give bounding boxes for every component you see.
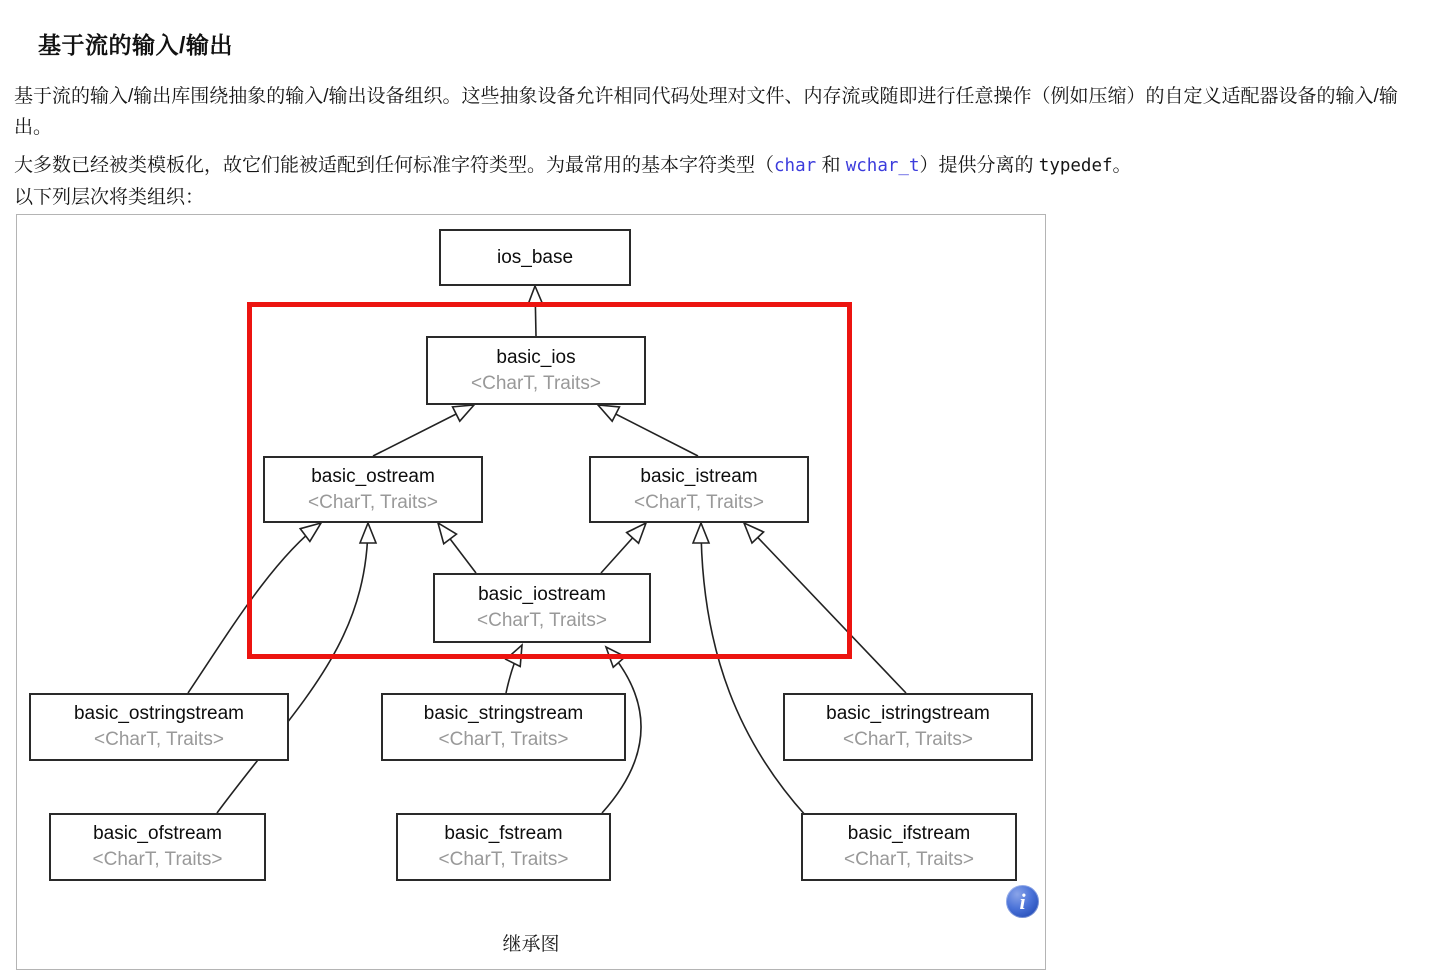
edge-basic-stringstream-to-basic-iostream (506, 645, 522, 693)
edge-basic-ifstream-to-basic-istream (701, 523, 806, 816)
class-name-label: basic_istringstream (826, 703, 990, 724)
template-params-label: <CharT, Traits> (438, 729, 569, 750)
info-icon[interactable] (1006, 885, 1039, 918)
edge-basic-ofstream-to-basic-ostream (217, 523, 368, 813)
template-params-label: <CharT, Traits> (843, 729, 973, 750)
class-box-basic-ostream[interactable] (263, 456, 483, 523)
typedef-paragraph (14, 150, 1428, 213)
diagram-caption: 继承图 (502, 934, 560, 955)
template-params-label: <CharT, Traits> (634, 491, 764, 513)
class-box-basic-fstream[interactable] (396, 813, 611, 881)
class-name-label: basic_fstream (444, 823, 563, 844)
class-name-label: basic_ios (496, 346, 576, 368)
class-box-basic-stringstream[interactable] (381, 693, 626, 761)
edge-basic-iostream-to-basic-ostream (438, 523, 476, 573)
class-name-label: basic_ostream (311, 465, 435, 487)
char-link[interactable]: char (774, 156, 817, 176)
paragraph-text: ）提供分离的 (919, 155, 1039, 176)
edge-basic-iostream-to-basic-istream (601, 523, 646, 573)
wchar-t-link[interactable]: wchar_t (845, 156, 920, 176)
template-params-label: <CharT, Traits> (438, 849, 569, 870)
template-params-label: <CharT, Traits> (471, 372, 601, 394)
class-box-basic-ostringstream[interactable] (29, 693, 289, 761)
class-name-label: basic_stringstream (423, 703, 584, 724)
template-params-label: <CharT, Traits> (844, 849, 974, 870)
class-box-basic-istream[interactable] (589, 456, 809, 523)
typedef-code-text: typedef (1038, 156, 1113, 176)
class-box-basic-istringstream[interactable] (783, 693, 1033, 761)
intro-paragraph: 基于流的输入/输出库围绕抽象的输入/输出设备组织。这些抽象设备允许相同代码处理对文件、内存流或随即进行任意操作（例如压缩）的自定义适配器设备的输入/输出。 (14, 86, 1398, 138)
class-name-label: ios_base (496, 246, 574, 268)
class-name-label: basic_ifstream (847, 823, 971, 844)
template-params-label: <CharT, Traits> (308, 491, 438, 513)
paragraph-text: 和 (816, 155, 846, 176)
class-box-basic-ios[interactable] (426, 336, 646, 405)
edge-basic-ostringstream-to-basic-ostream (188, 523, 321, 693)
class-box-basic-ofstream[interactable] (49, 813, 266, 881)
class-box-basic-ifstream[interactable] (801, 813, 1017, 881)
class-name-label: basic_ofstream (93, 823, 222, 844)
info-icon-glyph: i (1019, 888, 1026, 914)
class-name-label: basic_ostringstream (73, 703, 245, 724)
edge-basic-ostream-to-basic-ios (373, 405, 474, 456)
class-name-label: basic_iostream (478, 584, 606, 605)
edge-basic-istringstream-to-basic-istream (744, 523, 906, 693)
edge-basic-ios-to-ios-base (535, 286, 536, 336)
template-params-label: <CharT, Traits> (477, 610, 607, 631)
class-box-basic-iostream[interactable] (433, 573, 651, 643)
inheritance-diagram (16, 214, 1046, 970)
paragraph-text: 大多数已经被类模板化，故它们能被适配到任何标准字符类型。为最常用的基本字符类型（ (14, 155, 775, 176)
template-params-label: <CharT, Traits> (92, 849, 223, 870)
class-box-ios-base[interactable] (439, 229, 631, 286)
paragraph-text: 。 (1112, 155, 1132, 176)
edge-basic-istream-to-basic-ios (598, 405, 698, 456)
template-params-label: <CharT, Traits> (94, 729, 224, 750)
hierarchy-intro-line: 以下列层次将类组织： (14, 187, 205, 208)
class-name-label: basic_istream (640, 465, 758, 487)
page-title: 基于流的输入/输出 (38, 32, 233, 59)
